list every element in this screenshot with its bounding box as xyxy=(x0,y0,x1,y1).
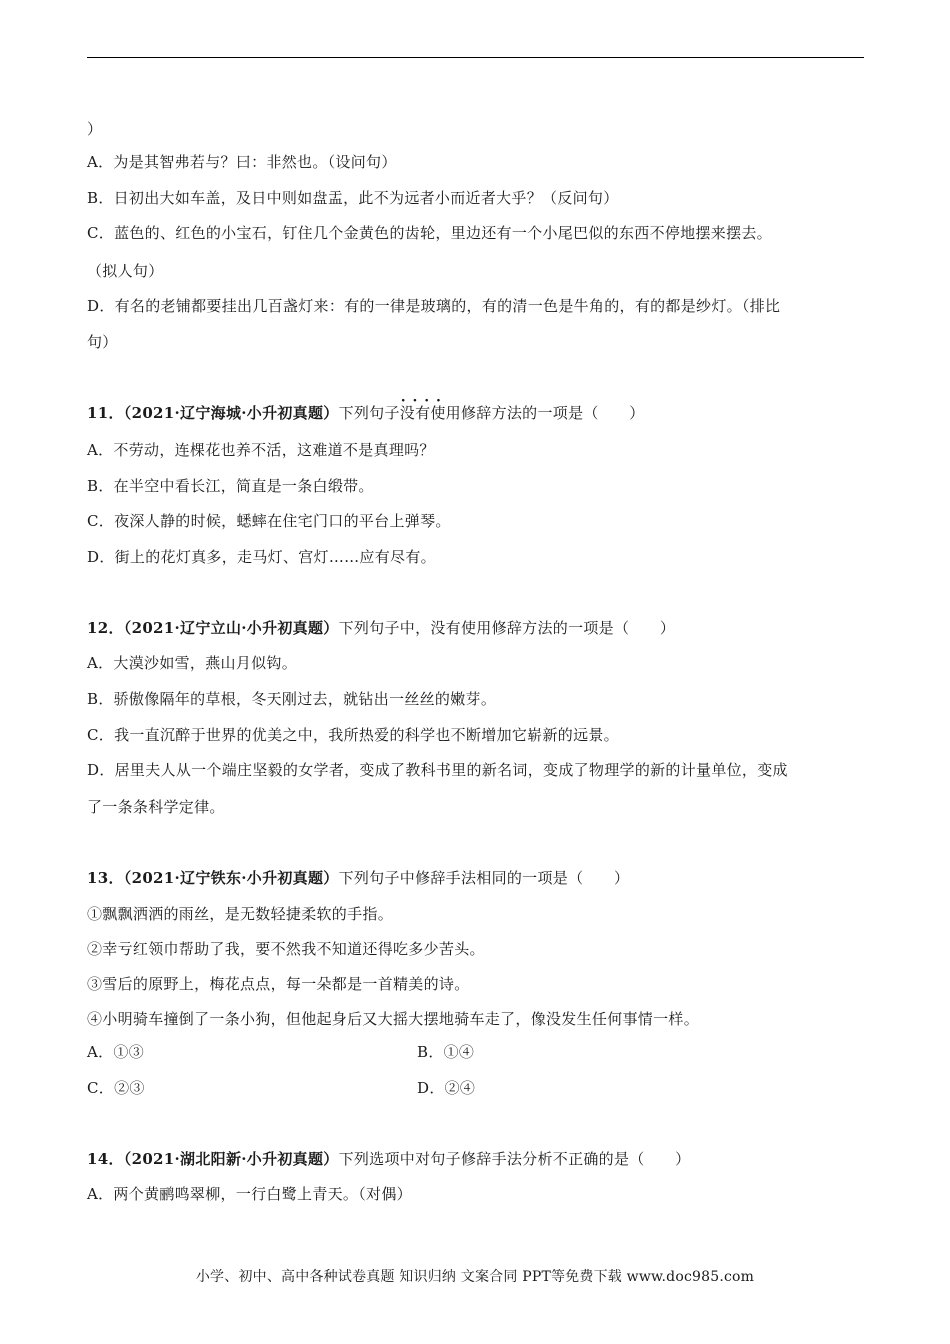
q12-stem-text: 下列句子中，没有使用修辞方法的一项是（ ） xyxy=(338,619,676,637)
q13-sentence-4: ④小明骑车撞倒了一条小狗，但他起身后又大摇大摆地骑车走了，像没发生任何事情一样。 xyxy=(87,1010,700,1028)
q11-stem xyxy=(87,403,645,423)
q14-number: 14． xyxy=(87,1150,124,1168)
q10-option-b: B．日初出大如车盖，及日中则如盘盂，此不为远者小而近者大乎？（反问句） xyxy=(87,189,619,207)
q13-sentence-3: ③雪后的原野上，梅花点点，每一朵都是一首精美的诗。 xyxy=(87,975,470,993)
q13-sentence-2: ②幸亏红领巾帮助了我，要不然我不知道还得吃多少苦头。 xyxy=(87,940,485,958)
q13-option-a: A．①③ xyxy=(87,1043,145,1061)
q11-option-d: D．街上的花灯真多，走马灯、宫灯……应有尽有。 xyxy=(87,548,436,566)
q12-option-d: D．居里夫人从一个端庄坚毅的女学者，变成了教科书里的新名词，变成了物理学的新的计量单位，变成 xyxy=(87,761,788,779)
q12-option-c: C．我一直沉醉于世界的优美之中，我所热爱的科学也不断增加它崭新的远景。 xyxy=(87,726,619,744)
q11-option-b: B．在半空中看长江，简直是一条白缎带。 xyxy=(87,477,374,495)
q12-source: （2021·辽宁立山·小升初真题） xyxy=(123,619,339,637)
q14-option-a: A．两个黄鹂鸣翠柳，一行白鹭上青天。（对偶） xyxy=(87,1185,412,1203)
q13-stem xyxy=(87,868,629,888)
q12-option-a: A．大漠沙如雪，燕山月似钩。 xyxy=(87,654,298,672)
q13-sentence-1: ①飘飘洒洒的雨丝，是无数轻捷柔软的手指。 xyxy=(87,905,394,923)
q14-source: （2021·湖北阳新·小升初真题） xyxy=(123,1150,339,1168)
q13-source: （2021·辽宁铁东·小升初真题） xyxy=(123,869,339,887)
q14-stem-text: 下列选项中对句子修辞手法分析不正确的是（ ） xyxy=(338,1150,691,1168)
q11-stem-before: 下列句子 xyxy=(338,404,400,422)
q13-option-c: C．②③ xyxy=(87,1079,145,1097)
q10-option-c: C．蓝色的、红色的小宝石，钉住几个金黄色的齿轮，里边还有一个小尾巴似的东西不停地摆来摆去。 xyxy=(87,224,772,242)
header-rule xyxy=(87,57,864,58)
q13-option-b: B．①④ xyxy=(417,1043,475,1061)
q13-option-d: D．②④ xyxy=(417,1079,476,1097)
q10-option-c-cont: （拟人句） xyxy=(87,262,164,280)
q10-stem-tail: ） xyxy=(87,120,103,138)
q11-option-a: A．不劳动，连棵花也养不活，这难道不是真理吗？ xyxy=(87,441,435,459)
q12-option-d-cont: 了一条条科学定律。 xyxy=(87,798,225,816)
q11-stem-emphasis: · · · · 没有使用 xyxy=(400,403,461,423)
q13-stem-text: 下列句子中修辞手法相同的一项是（ ） xyxy=(338,869,630,887)
q10-option-a: A．为是其智弗若与？曰：非然也。（设问句） xyxy=(87,153,397,171)
q12-option-b: B．骄傲像隔年的草根，冬天刚过去，就钻出一丝丝的嫩芽。 xyxy=(87,690,497,708)
q11-stem-after: 修辞方法的一项是（ ） xyxy=(460,404,645,422)
q13-number: 13． xyxy=(87,869,124,887)
q11-option-c: C．夜深人静的时候，蟋蟀在住宅门口的平台上弹琴。 xyxy=(87,512,451,530)
q12-number: 12． xyxy=(87,619,124,637)
page-footer: 小学、初中、高中各种试卷真题 知识归纳 文案合同 PPT等免费下载 www.doc985.com xyxy=(195,1269,755,1285)
q10-option-d-cont: 句） xyxy=(87,333,118,351)
q12-stem xyxy=(87,618,675,638)
q10-option-d: D．有名的老铺都要挂出几百盏灯来：有的一律是玻璃的，有的清一色是牛角的，有的都是纱灯。（排比 xyxy=(87,297,781,315)
q14-stem xyxy=(87,1149,690,1169)
q11-number: 11． xyxy=(87,404,124,422)
q11-source: （2021·辽宁海城·小升初真题） xyxy=(123,404,339,422)
